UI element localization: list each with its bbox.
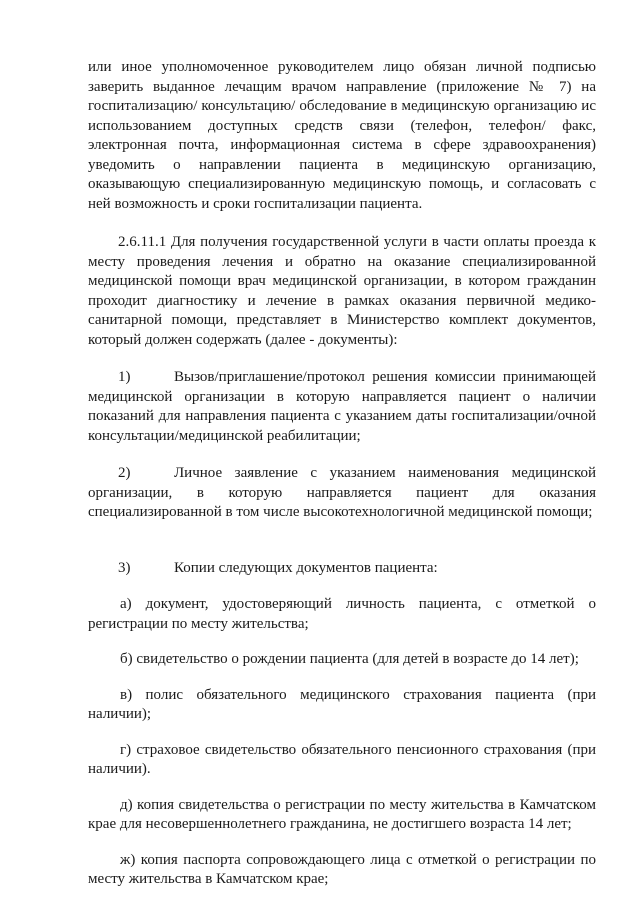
subitem-b: б) свидетельство о рождении пациента (для детей в возрасте до 14 лет); (120, 651, 579, 667)
subitem-g: г) страховое свидетельство обязательного пенсионного страхования (при наличии). (88, 741, 596, 777)
paragraph-continuation: или иное уполномоченное руководителем лицо обязан личной подписью заверить выданное лечащим врачом направление (приложение № 7) на госпитализацию/ консультацию/ обследование в медицинскую организацию ис использованием доступных средств связи (телефон, телефон/ факс, электронная почта, информационная система в сфере здравоохранения) уведомить о направлении пациента в медицинскую организацию, оказывающую специализированную медицинскую помощь, и согласовать с ней возможность и сроки госпитализации пациента. (88, 59, 596, 212)
list-item-number: 2) (118, 465, 131, 481)
list-item-2 (88, 464, 596, 523)
list-item-text: Вызов/приглашение/протокол решения комиссии принимающей медицинской организации в которую направляется пациент о наличии показаний для направления пациента с указанием даты госпитализации/очной консультации/медицинской реабилитации; (88, 369, 596, 444)
list-item-3 (88, 559, 596, 579)
subitem-v: в) полис обязательного медицинского страхования пациента (при наличии); (88, 686, 596, 722)
subitem-zh: ж) копия паспорта сопровождающего лица с отметкой о регистрации по месту жительства в Камчатском крае; (88, 851, 596, 887)
subitem-a: а) документ, удостоверяющий личность пациента, с отметкой о регистрации по месту жительства; (88, 596, 596, 632)
list-item-text: Личное заявление с указанием наименования медицинской организации, в которую направляется пациент для оказания специализированной в том числе высокотехнологичной медицинской помощи; (88, 465, 596, 520)
paragraph-section-2-6-11-1: 2.6.11.1 Для получения государственной услуги в части оплаты проезда к месту проведения лечения и обратно на оказание специализированной медицинской помощи врач медицинской организации, в котором гражданин проходит диагностику и лечение в рамках оказания первичной медико-санитарной помощи, представляет в Министерство комплект документов, который должен содержать (далее - документы): (88, 234, 596, 348)
document-page (88, 58, 596, 906)
subitem-d: д) копия свидетельства о регистрации по месту жительства в Камчатском крае для несовершеннолетнего гражданина, не достигшего возраста 14 лет; (88, 796, 596, 832)
list-item-number: 3) (118, 559, 131, 576)
list-item-number: 1) (118, 369, 131, 385)
list-item-1 (88, 368, 596, 446)
list-item-text: Копии следующих документов пациента: (174, 559, 438, 576)
